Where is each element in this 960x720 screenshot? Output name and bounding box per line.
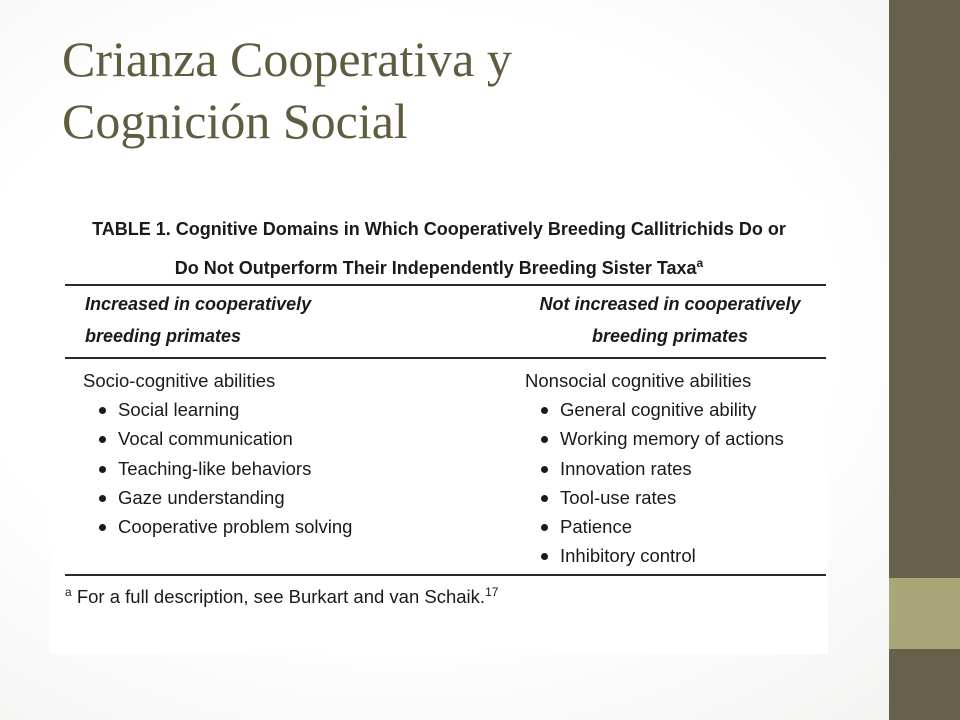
left-section-label: Socio-cognitive abilities [83,370,276,391]
bullet-icon [99,436,106,443]
slide-title [62,28,852,152]
list-item [525,541,825,570]
bullet-icon [541,524,548,531]
table-top-rule [65,284,826,286]
footnote-ref: 17 [485,585,499,599]
side-accent-block [889,578,960,649]
bullet-icon [541,407,548,414]
list-item [525,512,825,541]
list-item [525,395,825,424]
footnote-marker: a [65,585,72,599]
list-item [83,395,483,424]
bullet-icon [541,466,548,473]
list-item-text: Gaze understanding [118,486,285,508]
bullet-icon [99,524,106,531]
list-item [83,454,483,483]
bullet-icon [541,495,548,502]
slide-title-line1: Crianza Cooperativa y [62,31,512,87]
list-item-text: Inhibitory control [560,545,696,567]
table-header-rule [65,357,826,359]
bullet-icon [541,436,548,443]
right-item-list [525,395,825,571]
list-item-text: Teaching-like behaviors [118,457,312,479]
left-header-line1: Increased in cooperatively [85,294,312,314]
list-item-text: Vocal communication [118,428,293,450]
slide-title-line2: Cognición Social [62,93,408,149]
bullet-icon [541,553,548,560]
list-item [83,424,483,453]
list-item-text: Innovation rates [560,457,692,479]
bullet-icon [99,466,106,473]
caption-line1: TABLE 1. Cognitive Domains in Which Cooperatively Breeding Callitrichids Do or [92,219,786,239]
list-item [83,483,483,512]
footnote-text: For a full description, see Burkart and van Schaik. [71,586,486,608]
right-section-label: Nonsocial cognitive abilities [525,370,752,391]
caption-marker: a [696,256,704,270]
right-header-line1: Not increased in cooperatively [539,294,801,314]
list-item-text: General cognitive ability [560,399,757,420]
list-item-text: Social learning [118,399,240,420]
right-column-header [520,288,820,352]
left-item-list [83,395,483,541]
list-item-text: Tool-use rates [560,486,677,508]
list-item [83,512,483,541]
left-column [83,366,483,541]
bullet-icon [99,495,106,502]
table-footnote [65,578,498,611]
list-item [525,424,825,453]
list-item-text: Working memory of actions [560,428,784,450]
caption-line2: Do Not Outperform Their Independently Breeding Sister Taxa [174,258,697,278]
bullet-icon [99,407,106,414]
list-item-text: Cooperative problem solving [118,516,353,538]
right-header-line2: breeding primates [591,326,749,346]
right-column [525,366,825,571]
list-item [525,454,825,483]
table-caption [50,212,828,285]
table-bottom-rule [65,574,826,576]
table-figure [50,198,828,654]
list-item [525,483,825,512]
left-column-header [85,288,465,352]
left-header-line2: breeding primates [85,326,242,346]
list-item-text: Patience [560,516,632,538]
